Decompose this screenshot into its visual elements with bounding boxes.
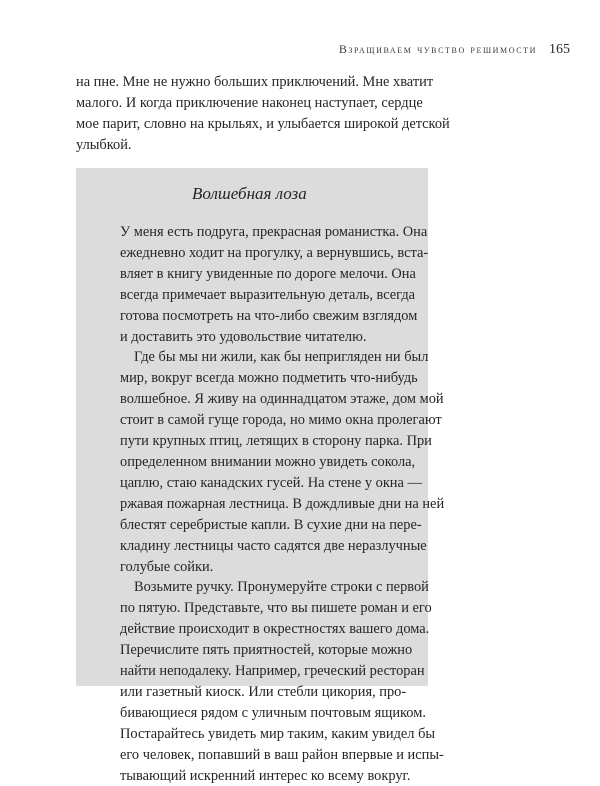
sidebar-paragraph: [120, 577, 444, 786]
sidebar-line: Возьмите ручку. Пронумеруйте строки с первой: [134, 579, 429, 596]
sidebar-paragraph: [120, 347, 445, 577]
sidebar-paragraph: [120, 222, 429, 347]
sidebar-line: найти неподалеку. Например, греческий ресторан: [120, 663, 425, 680]
sidebar-line: мир, вокруг всегда можно подметить что-нибудь: [120, 370, 418, 387]
sidebar-line: по пятую. Представьте, что вы пишете роман и его: [120, 600, 432, 617]
sidebar-line: тывающий искренний интерес ко всему вокруг.: [120, 767, 411, 784]
intro-paragraph: [76, 72, 534, 156]
page-number: 165: [549, 42, 570, 57]
intro-line: мое парит, словно на крыльях, и улыбается широкой детской: [76, 116, 450, 132]
sidebar-line: ежедневно ходит на прогулку, а вернувшись, вста-: [120, 244, 429, 261]
intro-line: малого. И когда приключение наконец наступает, сердце: [76, 95, 423, 111]
sidebar-line: всегда примечает выразительную деталь, всегда: [120, 286, 416, 303]
sidebar-line: его человек, попавший в ваш район впервые и испы-: [120, 746, 444, 763]
running-head: Взращиваем чувство решимости: [338, 42, 537, 56]
sidebar-title: Волшебная лоза: [192, 184, 307, 203]
sidebar-line: кладину лестницы часто садятся две неразлучные: [120, 537, 427, 554]
sidebar-line: стоит в самой гуще города, но мимо окна пролегают: [120, 412, 442, 429]
intro-line: улыбкой.: [76, 137, 132, 153]
sidebar-line: цаплю, стаю канадских гусей. На стене у окна —: [120, 474, 422, 491]
sidebar-line: ржавая пожарная лестница. В дождливые дни на ней: [120, 495, 445, 512]
sidebar-body: [120, 222, 445, 786]
sidebar-box: [76, 168, 445, 784]
sidebar-line: или газетный киоск. Или стебли цикория, про-: [120, 683, 407, 700]
sidebar-line: пути крупных птиц, летящих в сторону парка. При: [120, 433, 432, 450]
sidebar-line: действие происходит в окрестностях вашего дома.: [120, 621, 430, 638]
sidebar-line: определенном внимании можно увидеть сокола,: [120, 453, 416, 470]
sidebar-line: волшебное. Я живу на одиннадцатом этаже, дом мой: [120, 391, 444, 408]
sidebar-line: бивающиеся рядом с уличным почтовым ящиком.: [120, 704, 426, 721]
sidebar-line: Постарайтесь увидеть мир таким, каким увидел бы: [120, 725, 436, 742]
sidebar-line: и доставить это удовольствие читателю.: [120, 328, 367, 345]
sidebar-line: вляет в книгу увиденные по дороге мелочи. Она: [120, 265, 416, 282]
sidebar-line: Перечислите пять приятностей, которые можно: [120, 642, 413, 659]
sidebar-line: блестят серебристые капли. В сухие дни на пере-: [120, 516, 422, 533]
sidebar-line: Где бы мы ни жили, как бы неприглядeн ни был: [134, 349, 429, 366]
intro-line: на пне. Мне не нужно больших приключений. Мне хватит: [76, 74, 434, 90]
sidebar-line: У меня есть подруга, прекрасная романистка. Она: [120, 224, 428, 240]
sidebar-line: готова посмотреть на что-либо свежим взглядом: [120, 307, 418, 324]
sidebar-line: голубые сойки.: [120, 558, 214, 575]
page-header: [339, 42, 570, 58]
